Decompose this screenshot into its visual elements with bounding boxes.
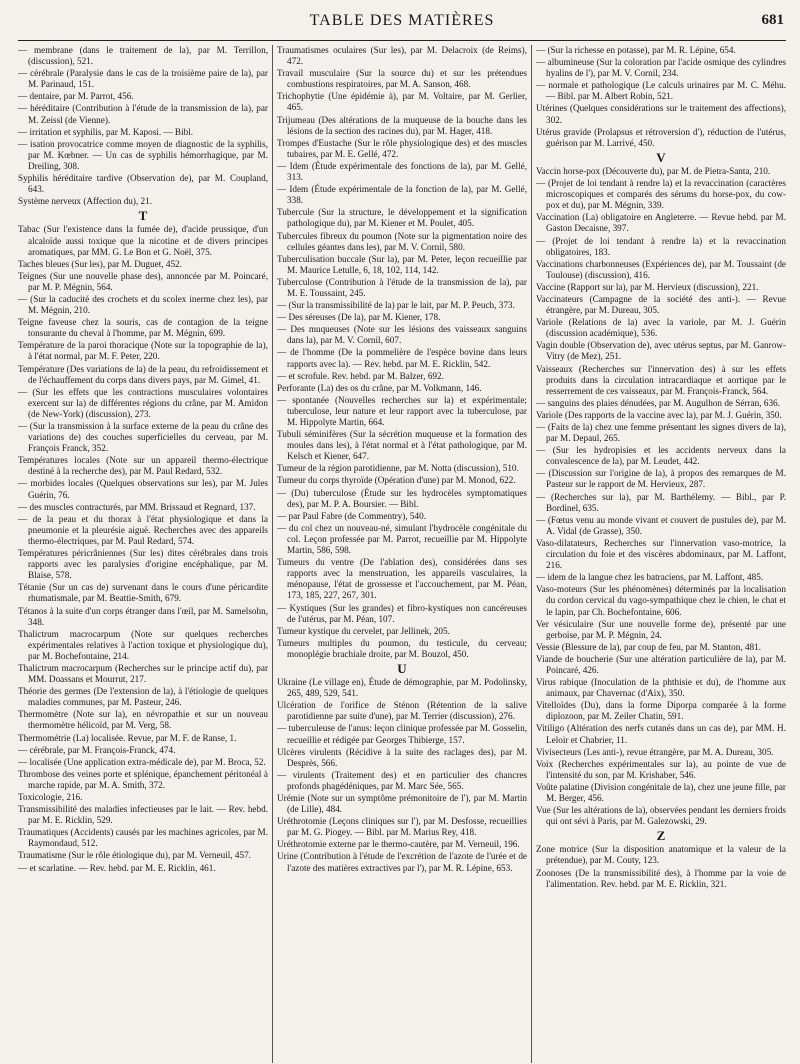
index-entry: Vaccination (La) obligatoire en Angleterre. — Revue hebd. par M. Gaston Decaisne, 397.	[536, 212, 786, 234]
index-entry: Thalictrum macrocarpum (Recherches sur le principe actif du), par MM. Doassans et Mourrut, 217.	[18, 662, 268, 685]
index-entry: Tétanos à la suite d'un corps étranger dans l'œil, par M. Samelsohn, 348.	[18, 605, 268, 627]
index-entry: Théorie des germes (De l'extension de la), à l'étiologie de quelques maladies communes, par M. Pasteur, 246.	[18, 686, 268, 708]
index-entry: — (Sur la richesse en potasse), par M. R. Lépine, 654.	[536, 45, 736, 55]
index-entry: — morbides locales (Quelques observations sur les), par M. Jules Guérin, 76.	[18, 478, 268, 500]
index-column-left	[18, 45, 273, 1063]
index-entry: — de l'homme (De la pommelière de l'espèce bovine dans leurs rapports avec la). — Rev. hebd. par M. E. Ricklin, 542.	[277, 347, 527, 369]
index-entry: Teignes (Sur une nouvelle phase des), annoncée par M. Poincaré, par M. P. Mégnin, 564.	[18, 270, 268, 292]
index-entry: Tumeurs multiples du poumon, du testicule, du cerveau; monoplégie brachiale droite, par M. Bouzol, 450.	[277, 637, 527, 659]
index-entry: Transmissibilité des maladies infectieuses par le lait. — Rev. hebd. par M. E. Ricklin, 529.	[18, 804, 268, 826]
index-entry: Virus rabique (Inoculation de la phthisie et du), de l'homme aux animaux, par Chavernac (d'Aix), 350.	[536, 677, 786, 699]
index-entry: — Idem (Étude expérimentale des fonctions de la), par M. Gellé, 313.	[277, 160, 527, 183]
index-entry: Zoonoses (De la transmissibilité des), à l'homme par la voie de l'alimentation. Rev. hebd. par M. E. Ricklin, 321.	[536, 867, 786, 889]
index-entry: Tumeur du corps thyroïde (Opération d'une) par M. Monod, 622.	[277, 475, 516, 486]
index-entry: — (Recherches sur la), par M. Barthélemy. — Bibl., par P. Bordinel, 635.	[536, 491, 786, 513]
index-entry: Vue (Sur les altérations de la), observées pendant les derniers froids qui ont sévi à Paris, par M. Galezowski, 29.	[536, 805, 786, 827]
index-entry: — tuberculeuse de l'anus: leçon clinique professée par M. Gosselin, recueillie et rédigée par Georges Thibierge, 157.	[277, 723, 527, 745]
index-entry: — (Du) tuberculose (Étude sur les hydrocèles symptomatiques des), par M. P. A. Boursier. — Bibl.	[277, 487, 527, 509]
index-entry: Système nerveux (Affection du), 21.	[18, 196, 153, 207]
index-entry: — Des muqueuses (Note sur les lésions des vaisseaux sanguins dans la), par M. V. Cornil, 607.	[277, 324, 527, 346]
index-entry: Vaccinations charbonneuses (Expériences de), par M. Toussaint (de Toulouse) (discussion), 416.	[536, 258, 786, 280]
page-header	[18, 0, 786, 41]
index-entry: Toxicologie, 216.	[18, 792, 83, 802]
section-letter: Z	[656, 828, 666, 844]
index-entry: — Des séreuses (De la), par M. Kiener, 178.	[277, 312, 441, 323]
index-entry: Tumeur kystique du cervelet, par Jellinek, 205.	[277, 625, 450, 636]
index-entry: Urémie (Note sur un symptôme prémonitoire de l'), par M. Martin (de Lille), 484.	[277, 793, 527, 815]
index-entry: — cérébrale (Paralysie dans le cas de la troisième paire de la), par M. Parinaud, 151.	[18, 68, 268, 90]
index-entry: — membrane (dans le traitement de la), par M. Terrillon, (discussion), 521.	[18, 45, 268, 67]
index-entry: Utérines (Quelques considérations sur le traitement des affections), 302.	[536, 103, 786, 125]
index-entry: — héréditaire (Contribution à l'étude de la transmission de la), par M. Zeissl (de Vienne).	[18, 103, 268, 125]
index-entry: Travail musculaire (Sur la source du) et sur les prétendues combustions respiratoires, par M. A. Sanson, 468.	[277, 68, 527, 90]
index-entry: Urine (Contribution à l'étude de l'excrétion de l'azote de l'urée et de l'azote des matières extractives par l'), par M. R. Lépine, 653.	[277, 851, 527, 873]
index-entry: Voix (Recherches expérimentales sur la), au pointe de vue de l'intensité du son, par M. Krishaber, 546.	[536, 758, 786, 780]
index-entry: Thermométrie (La) localisée. Revue, par M. F. de Ranse, 1.	[18, 732, 237, 743]
index-entry: Traumatiques (Accidents) causés par les machines agricoles, par M. Raymondaud, 512.	[18, 827, 268, 849]
index-entry: — par Paul Fabre (de Commentry), 540.	[277, 510, 427, 521]
index-entry: Viande de boucherie (Sur une altération particulière de la), par M. Poincaré, 426.	[536, 653, 786, 675]
index-entry: Tubercule (Sur la structure, le développement et la signification pathologique du), par M. Kiener et M. Poulet, 405.	[277, 207, 527, 229]
index-entry: Vaccinateurs (Campagne de la société des anti-). — Revue étrangère, par M. Dureau, 305.	[536, 293, 786, 316]
index-entry: Tumeurs du ventre (De l'ablation des), considérées dans ses rapports avec la menstruation, les appareils vasculaires, la ménopause, l'état de grossesse et l'accouchement, par M. Péan, 173, 185, 227, 267, 301.	[277, 557, 527, 601]
index-entry: Ulcération de l'orifice de Sténon (Rétention de la salive parotidienne par suite d'une), par M. Terrier (discussion), 276.	[277, 700, 527, 722]
page-number: 681	[761, 12, 784, 28]
index-entry: — (Sur la transmission à la surface externe de la peau du crâne des variations de) des couches superficielles du cerveau, par M. François Franck, 352.	[18, 421, 268, 454]
index-entry: Traumatismes oculaires (Sur les), par M. Delacroix (de Reims), 472.	[277, 45, 527, 67]
index-entry: Tumeur de la région parotidienne, par M. Notta (discussion), 510.	[277, 463, 519, 474]
index-entry: — (Sur la caducité des crochets et du scolex inerme chez les), par M. Mégnin, 210.	[18, 293, 268, 316]
index-columns	[18, 45, 786, 1063]
index-entry: — sanguins des plaies dénudées, par M. Augulhon de Sérran, 636.	[536, 397, 780, 408]
section-letter: T	[138, 208, 148, 224]
index-entry: Vaccine (Rapport sur la), par M. Hervieux (discussion), 221.	[536, 281, 759, 292]
index-entry: — Idem (Étude expérimentale de la fonction de la), par M. Gellé, 338.	[277, 184, 527, 206]
index-entry: Vagin double (Observation de), avec utérus septus, par M. Ganrow-Vitry (de Mez), 251.	[536, 340, 786, 362]
index-entry: Vivisecteurs (Les anti-), revue étrangère, par M. A. Dureau, 305.	[536, 746, 774, 757]
index-entry: — du col chez un nouveau-né, simulant l'hydrocèle congénitale du col. Leçon professée par M. Parrot, recueillie par M. Hippolyte Martin, 586, 598.	[277, 522, 527, 556]
index-entry: — (Projet de loi tendant à rendre la) et la revaccination (caractères microscopiques et comparés des sérums du horse-pox, du cow-pox et du), par M. Mégnin, 339.	[536, 178, 786, 211]
index-entry: — et scarlatine. — Rev. hebd. par M. E. Ricklin, 461.	[18, 862, 216, 873]
index-entry: — (Sur les effets que les contractions musculaires volontaires exercent sur la) de différentes régions du crâne, par M. Amidon (de New-York) (discussion), 273.	[18, 386, 268, 419]
index-entry: Voûte palatine (Division congénitale de la), chez une jeune fille, par M. Berger, 456.	[536, 781, 786, 803]
index-entry: Zone motrice (Sur la disposition anatomique et la valeur de la prétendue), par M. Couty, 123.	[536, 844, 786, 866]
index-entry: Utérus gravide (Prolapsus et rétroversion d'), réduction de l'utérus, guérison par M. Larrivé, 450.	[536, 126, 786, 148]
index-entry: Trichophytie (Une épidémie à), par M. Voltaire, par M. Gerlier, 465.	[277, 91, 527, 113]
page-title: TABLE DES MATIÈRES	[309, 12, 495, 29]
index-entry: Température de la paroi thoracique (Note sur la topographie de la), à l'état normal, par M. F. Peter, 220.	[18, 340, 268, 362]
index-entry: Taches bleues (Sur les), par M. Duguet, 452.	[18, 258, 182, 269]
index-entry: Vaccin horse-pox (Découverte du), par M. de Pietra-Santa, 210.	[536, 165, 771, 176]
index-entry: Tuberculisation buccale (Sur la), par M. Peter, leçon recueillie par M. Maurice Letulle, 6, 18, 102, 114, 142.	[277, 253, 527, 275]
index-entry: Perforante (La) des os du crâne, par M. Volkmann, 146.	[277, 382, 482, 393]
index-entry: Températures péricrâniennes (Sur les) dites cérébrales dans trois rapports avec les paralysies d'origine encéphalique, par M. Blaise, 578.	[18, 548, 268, 581]
index-entry: Température (Des variations de la) de la peau, du refroidissement et de l'échauffement du corps dans divers pays, par M. Gimel, 41.	[18, 363, 268, 385]
index-column-right	[536, 45, 786, 1063]
index-entry: Vitelloïdes (Du), dans la forme Diporpa comparée à la forme diplozoon, par M. Zeiler Chatin, 591.	[536, 700, 786, 722]
index-entry: Vaisseaux (Recherches sur l'innervation des) à sur les effets produits dans la circulation intracardiaque et aortique par le resserrement de ces vaisseaux, par M. François-Franck, 564.	[536, 363, 786, 396]
index-entry: — (Projet de loi tendant à rendre la) et la revaccination obligatoires, 183.	[536, 235, 786, 257]
index-entry: — cérébrale, par M. François-Franck, 474.	[18, 744, 176, 755]
index-entry: — (Sur les hydropisies et les accidents nerveux dans la convalescence de la), par M. Leudet, 442.	[536, 445, 786, 467]
index-entry: Teigne faveuse chez la souris, cas de contagion de la teigne tonsurante du cheval à l'homme, par M. Mégnin, 699.	[18, 317, 268, 339]
index-entry: Ukraine (Le village en), Étude de démographie, par M. Podolinsky, 265, 489, 529, 541.	[277, 677, 527, 699]
index-entry: — irritation et syphilis, par M. Kaposi. — Bibl.	[18, 126, 194, 137]
index-entry: — dentaire, par M. Parrot, 456.	[18, 91, 134, 102]
index-entry: Tabac (Sur l'existence dans la fumée de), d'acide prussique, d'un alcaloïde aussi toxique que la nicotine et de divers principes aromatiques, par MM. G. Le Bon et G. Noël, 375.	[18, 224, 268, 257]
index-entry: Tuberculose (Contribution à l'étude de la transmission de la), par M. E. Toussaint, 245.	[277, 276, 527, 298]
index-entry: Tubercules fibreux du poumon (Note sur la pigmentation noire des cellules géantes dans les), par M. V. Cornil, 580.	[277, 230, 527, 252]
index-entry: — (Sur la transmissibilité de la) par le lait, par M. P. Peuch, 373.	[277, 300, 515, 311]
index-entry: — Kystiques (Sur les grandes) et fibro-kystiques non cancéreuses de l'utérus, par M. Péan, 107.	[277, 602, 527, 624]
index-entry: Traumatisme (Sur le rôle étiologique du), par M. Verneuil, 457.	[18, 850, 251, 861]
index-entry: — des muscles contracturés, par MM. Brissaud et Regnard, 137.	[18, 501, 256, 512]
index-entry: — localisée (Une application extra-médicale de), par M. Broca, 52.	[18, 756, 266, 767]
index-entry: Vaso-dilatateurs, Recherches sur l'innervation vaso-motrice, la circulation du foie et des viscères abdominaux, par M. Laffont, 216.	[536, 537, 786, 571]
index-entry: Thermomètre (Note sur la), en névropathie et sur un nouveau thermomètre hélicoïd, par M. Verg, 58.	[18, 709, 268, 731]
index-entry: — (Fœtus venu au monde vivant et couvert de pustules de), par M. A. Vidal (de Grasse), 350.	[536, 514, 786, 536]
index-entry: — virulents (Traitement des) et en particulier des chancres profonds phagédéniques, par M. Marc Sée, 565.	[277, 769, 527, 791]
index-entry: — (Faits de la) chez une femme présentant les signes divers de la), par M. Depaul, 265.	[536, 422, 786, 444]
index-entry: — de la peau et du thorax à l'état physiologique et dans la pneumonie et la pleurésie aiguë. Recherches avec des appareils thermo-électriques, par M. Paul Redard, 574.	[18, 513, 268, 546]
section-letter: U	[397, 660, 407, 676]
index-entry: Tétanie (Sur un cas de) survenant dans le cours d'une péricardite rhumatismale, par M. Beattie-Smith, 679.	[18, 582, 268, 604]
index-column-middle	[277, 45, 532, 1063]
index-entry: Trompes d'Eustache (Sur le rôle physiologique des) et des muscles tubaires, par M. E. Gellé, 472.	[277, 137, 527, 159]
index-entry: — idem de la langue chez les batraciens, par M. Laffont, 485.	[536, 572, 764, 583]
index-entry: Trijumeau (Des altérations de la muqueuse de la bouche dans les lésions de la section des racines du), par M. Hager, 418.	[277, 114, 527, 136]
index-entry: Thalictrum macrocarpum (Note sur quelques recherches expérimentales relatives à l'action toxique et physiologique du), par M. Bochefontaine, 214.	[18, 628, 268, 661]
index-entry: Syphilis héréditaire tardive (Observation de), par M. Coupland, 643.	[18, 173, 268, 195]
index-entry: Tubuli séminifères (Sur la sécrétion muqueuse et la formation des moules dans les), à l'état normal et à l'état pathologique, par M. Kelsch et Kiener, 647.	[277, 429, 527, 462]
index-entry: Ulcères virulents (Récidive à la suite des raclages des), par M. Desprès, 566.	[277, 746, 527, 768]
index-entry: Vaso-moteurs (Sur les phénomènes) déterminés par la localisation du cordon cervical du vago-sympathique chez le chien, le chat et le lapin, par Ch. Bochefontaine, 606.	[536, 584, 786, 617]
index-entry: Thrombose des veines porte et splénique, épanchement péritonéal à marche rapide, par M. A. Smith, 372.	[18, 768, 268, 790]
index-entry: Ver vésiculaire (Sur une nouvelle forme de), présenté par une gerboise, par M. P. Mégnin, 24.	[536, 618, 786, 640]
index-entry: Températures locales (Note sur un appareil thermo-électrique destiné à la recherche des), par M. Paul Redard, 532.	[18, 455, 268, 477]
index-entry: — (Discussion sur l'origine de la), à propos des remarques de M. Pasteur sur le rapport de M. Hervieux, 287.	[536, 468, 786, 490]
index-entry: Uréthrotomie (Leçons cliniques sur l'), par M. Desfosse, recueillies par M. G. Piogey. — Bibl. par M. Marius Rey, 418.	[277, 816, 527, 838]
index-entry: — albumineuse (Sur la coloration par l'acide osmique des cylindres hyalins de l'), par M. V. Cornil, 234.	[536, 57, 786, 79]
index-entry: Uréthrotomie externe par le thermo-cautère, par M. Verneuil, 196.	[277, 839, 520, 850]
index-entry: — isation provocatrice comme moyen de diagnostic de la syphilis, par M. Kœbner. — Un cas de syphilis hémorrhagique, par M. Dreiling, 308.	[18, 138, 268, 171]
index-entry: Vitiligo (Altération des nerfs cutanés dans un cas de), par MM. H. Leloir et Chabrier, 11.	[536, 723, 786, 745]
index-entry: Variole (Des rapports de la vaccine avec la), par M. J. Guérin, 350.	[536, 409, 782, 420]
index-entry: Variole (Relations de la) avec la variole, par M. J. Guérin (discussion académique), 536.	[536, 317, 786, 339]
section-letter: V	[656, 149, 666, 165]
index-entry: — spontanée (Nouvelles recherches sur la) et expérimentale; tuberculose, leur nature et leur rapport avec la tuberculose, par M. Hippolyte Martin, 664.	[277, 394, 527, 427]
index-entry: — et scrofule. Rev. hebd. par M. Balzer, 692.	[277, 370, 444, 381]
index-entry: — normale et pathologique (Le calculs urinaires par M. C. Méhu. — Bibl. par M. Albert Robin, 521.	[536, 80, 786, 102]
index-entry: Vessie (Blessure de la), par coup de feu, par M. Stanton, 481.	[536, 641, 762, 652]
